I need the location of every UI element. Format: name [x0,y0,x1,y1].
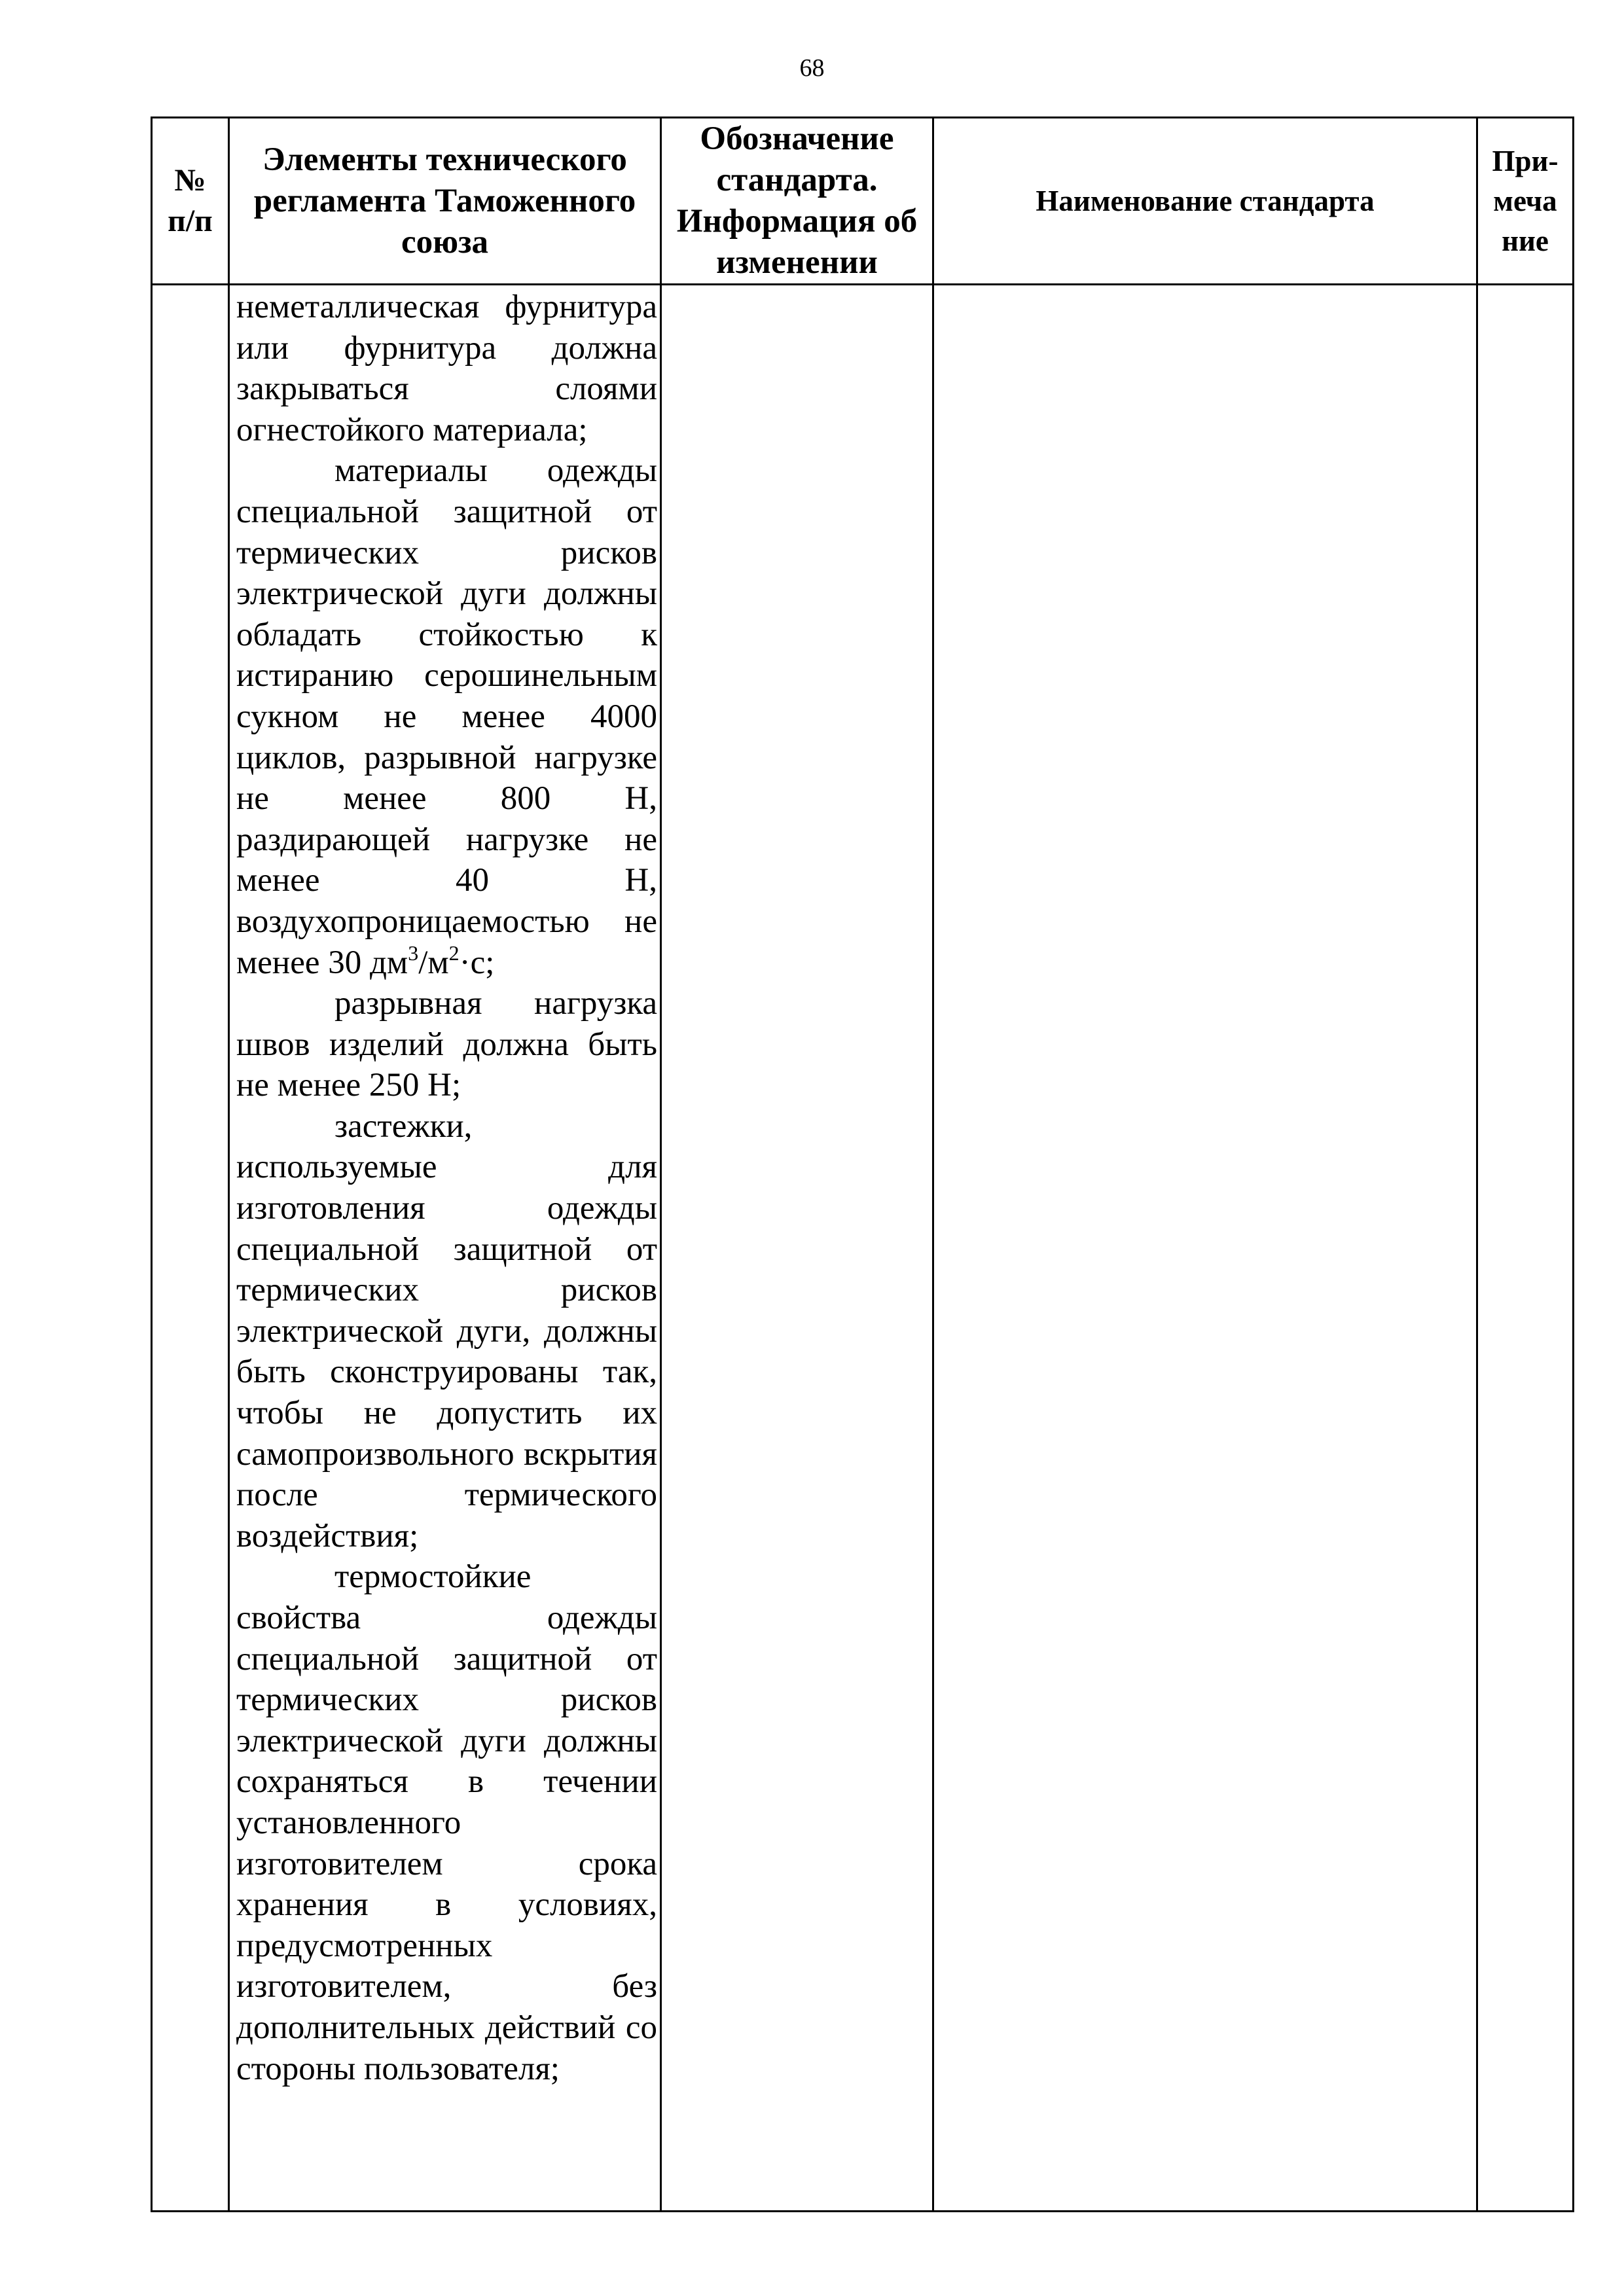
table-header-row [152,118,1574,285]
header-designation [661,118,933,285]
exponent-area: 2 [448,941,460,965]
header-note [1477,118,1574,285]
cell-note [1477,285,1574,2212]
header-elements [229,118,661,285]
unit-between: /м [418,944,449,981]
paragraph-materials-text: материалы одежды специальной защитной от термических рисков электрической дуги должны обладать стойкостью к истиранию серошинельным сукном не менее 4000 циклов, разрывной нагрузке не менее 800 Н, раздирающей нагрузке не менее 40 Н, воздухопроницаемостью не менее 30 дм [236,452,657,981]
table-row [152,285,1574,2212]
header-standard-name [933,118,1477,285]
header-number [152,118,229,285]
paragraph-fittings: неметаллическая фурнитура или фурнитура должна закрываться слоями огнестойкого материала; [236,289,657,448]
paragraph-fasteners: застежки, используемые для изготовления одежды специальной защитной от термических рисков электрической дуги, должны быть сконструированы так, чтобы не допустить их самопроизвольного вскрытия после термического воздействия; [236,1107,657,1554]
header-elements-label: Элементы технического регламента Таможенного союза [253,141,636,260]
cell-elements [229,285,661,2212]
cell-designation [661,285,933,2212]
header-note-label: При- меча ние [1492,144,1559,257]
exponent-volume: 3 [408,941,419,965]
paragraph-seams: разрывная нагрузка швов изделий должна быть не менее 250 Н; [236,985,657,1104]
header-standard-name-label: Наименование стандарта [1036,185,1375,217]
standards-table [151,117,1574,2212]
header-number-label: № п/п [168,163,213,238]
cell-number [152,285,229,2212]
paragraph-materials [236,450,657,983]
header-designation-label: Обозначение стандарта. Информация об изменении [676,120,918,281]
page-number: 68 [799,54,825,82]
unit-tail: ·с; [459,944,495,981]
cell-standard-name [933,285,1477,2212]
elements-text [230,285,660,2089]
paragraph-heat-resistance: термостойкие свойства одежды специальной защитной от термических рисков электрической дуги должны сохраняться в течении установленного изготовителем срока хранения в условиях, предусмотренных изготовителем, без дополнительных действий со стороны пользователя; [236,1558,657,2087]
